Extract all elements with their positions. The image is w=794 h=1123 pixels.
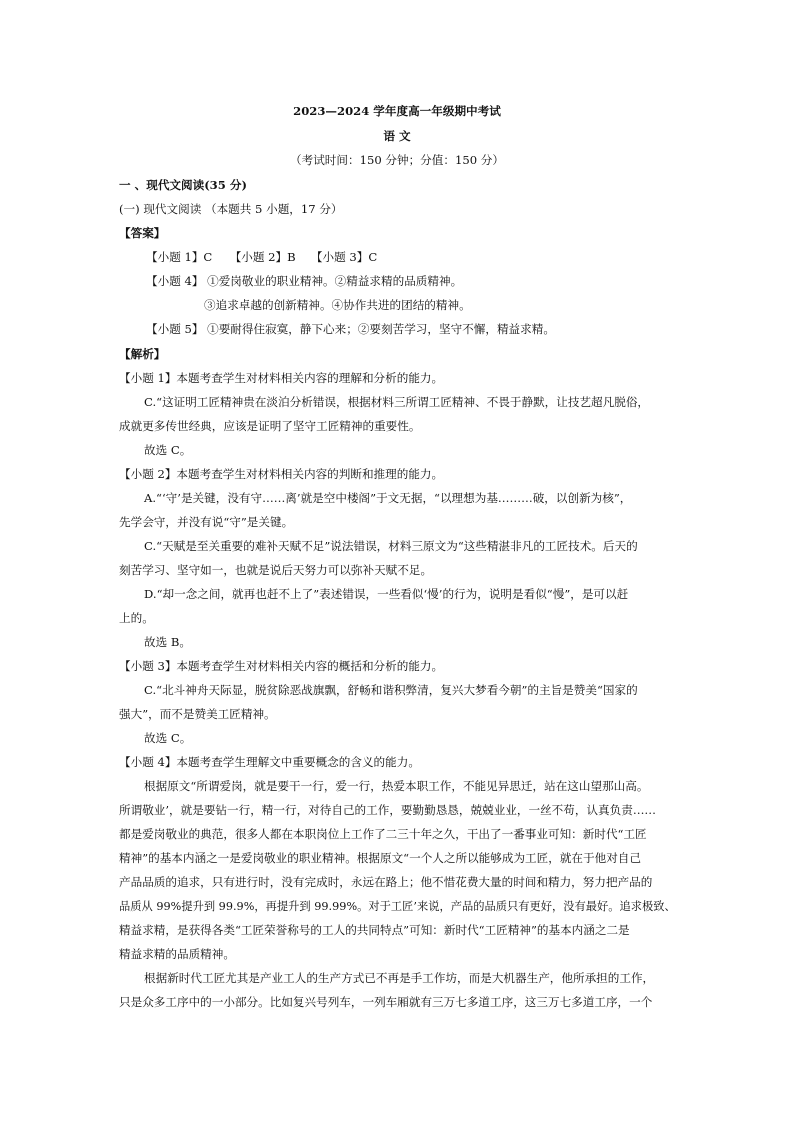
analysis-line: 上的。 [119, 611, 154, 625]
analysis-line: 故选 C。 [144, 731, 192, 745]
analysis-line: 根据原文“所谓爱岗，就是要干一行，爱一行，热爱本职工作，不能见异思迁，站在这山望那山高。 [144, 779, 649, 793]
analysis-line: 【小题 1】本题考查学生对材料相关内容的理解和分析的能力。 [119, 371, 444, 385]
analysis-line: 【小题 2】本题考查学生对材料相关内容的判断和推理的能力。 [119, 467, 444, 481]
analysis-line: 根据新时代工匠尤其是产业工人的生产方式已不再是手工作坊，而是大机器生产，他所承担的工作， [144, 971, 655, 985]
analysis-line: 故选 B。 [144, 635, 191, 649]
exam-info: （考试时间：150 分钟；分值：150 分） [290, 153, 504, 167]
analysis-line: 品质从 99%提升到 99.9%，再提升到 99.99%。对于工匠’来说，产品的品质只有更好，没有最好。追求极致、 [119, 899, 676, 913]
analysis-line: 精益求精的品质精神。 [119, 947, 235, 961]
analysis-line: 精神”的基本内涵之一是爱岗敬业的职业精神。根据原文“一个人之所以能够成为工匠，就在于他对自己 [119, 851, 641, 865]
analysis-line: C.“这证明工匠精神贵在淡泊分析错误，根据材料三所谓工匠精神、不畏于静默，让技艺超凡脱俗， [144, 395, 650, 409]
analysis-line: D.“却一念之间，就再也赶不上了”表述错误，一些看似‘慢’的行为，说明是看似“慢”，是可以赶 [144, 587, 629, 601]
analysis-line: A.“‘守’是关键，没有守……离’就是空中楼阁”于文无据，“以理想为基………破，以创新为核”， [144, 491, 632, 505]
analysis-line: 强大”，而不是赞美工匠精神。 [119, 707, 276, 721]
analysis-line: 【小题 4】本题考查学生理解文中重要概念的含义的能力。 [119, 755, 420, 769]
answer-line: 【小题 5】 ①要耐得住寂寞，静下心来；②要刻苦学习，坚守不懈，精益求精。 [146, 322, 555, 336]
answer-label: 【答案】 [119, 226, 166, 240]
answer-line: 【小题 4】 ①爱岗敬业的职业精神。②精益求精的品质精神。 [146, 274, 463, 288]
analysis-line: 产品品质的追求，只有进行时，没有完成时，永远在路上；他不惜花费大量的时间和精力，努力把产品的 [119, 875, 653, 889]
analysis-line: 精益求精，是获得各类“工匠荣誉称号的工人的共同特点”可知：新时代“工匠精神”的基本内涵之二是 [119, 923, 630, 937]
exam-title: 2023—2024 学年度高一年级期中考试 [293, 104, 501, 118]
answer-line: 【小题 1】C 【小题 2】B 【小题 3】C [146, 250, 378, 264]
analysis-line: 先学会守，并没有说“守”是关键。 [119, 515, 294, 529]
section-subheading: (一) 现代文阅读 （本题共 5 小题，17 分） [119, 202, 343, 216]
analysis-line: 成就更多传世经典，应该是证明了坚守工匠精神的重要性。 [119, 419, 421, 433]
answer-line: ③追求卓越的创新精神。④协作共进的团结的精神。 [204, 298, 471, 312]
analysis-line: 只是众多工序中的一小部分。比如复兴号列车，一列车厢就有三万七多道工序，这三万七多道工序，一个 [119, 995, 653, 1009]
section-heading: 一 、现代文阅读(35 分) [119, 178, 247, 192]
analysis-line: 所谓敬业’，就是要钻一行，精一行，对待自己的工作，要勤勤恳恳，兢兢业业，一丝不苟，认真负责…… [119, 803, 657, 817]
analysis-line: C.“天赋是至关重要的难补天赋不足”说法错误，材料三原文为“这些精湛非凡的工匠技术。后天的 [144, 539, 638, 553]
subject-title: 语 文 [383, 129, 411, 143]
analysis-line: 【小题 3】本题考查学生对材料相关内容的概括和分析的能力。 [119, 659, 444, 673]
analysis-line: 故选 C。 [144, 443, 192, 457]
analysis-line: 刻苦学习、坚守如一，也就是说后天努力可以弥补天赋不足。 [119, 563, 433, 577]
analysis-label: 【解析】 [119, 347, 166, 361]
analysis-line: 都是爱岗敬业的典范，很多人都在本职岗位上工作了二三十年之久，干出了一番事业可知：新时代“工匠 [119, 827, 647, 841]
analysis-line: C.“北斗神舟天际显，脱贫除恶战旗飘，舒畅和谐积弊清，复兴大梦看今朝”的主旨是赞美“国家的 [144, 683, 638, 697]
